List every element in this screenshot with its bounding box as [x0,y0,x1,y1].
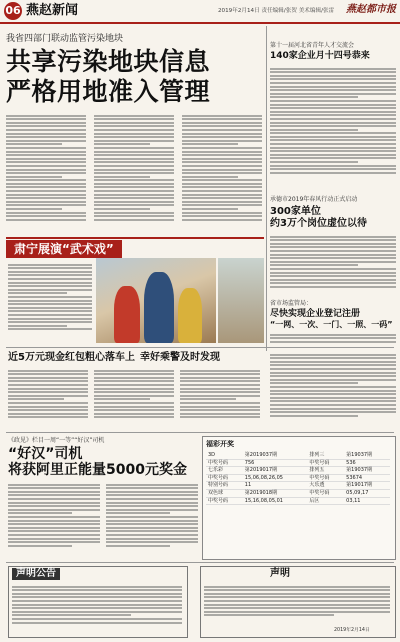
dateline: 2019年2月14日 责任编辑/张贺 美术编辑/张雷 [218,8,335,14]
lead-headline-line1: 共享污染地块信息 [6,47,211,76]
story3-subheadline: “一网、一次、一门、一照、一码” [270,320,393,329]
driver-story-subheadline: 将获阿里正能量5000元奖金 [8,462,187,478]
section-divider [6,347,394,348]
lottery-cell: 大乐透 [307,482,344,490]
notice-left-text [12,584,182,625]
lottery-cell: 中奖号码 [307,489,344,497]
lottery-cell: 后区 [307,497,344,505]
story2-body-text [270,234,396,290]
lottery-cell: 排列三 [307,452,344,459]
text-column [106,482,198,548]
section-divider [6,432,394,433]
lottery-cell: 第19037期 [344,467,390,475]
performer-figure [114,286,140,343]
lottery-cell: 03,11 [344,497,390,505]
lottery-cell: 中奖号码 [307,459,344,467]
lottery-cell: 第19017期 [344,482,390,490]
text-column [6,113,86,222]
lottery-cell: 第2019037期 [243,452,308,459]
mid-right-body-text [270,352,396,418]
photo-side-image [218,258,264,343]
driver-story-headline: “好汉”司机 [8,446,83,462]
lottery-cell: 第2019017期 [243,467,308,475]
column-divider [266,26,267,351]
story3-kicker: 省市场监管局： [270,300,313,307]
lottery-cell: 15,06,08,26,05 [243,474,308,482]
text-column [182,113,262,222]
lottery-cell: 第19037期 [344,452,390,459]
story1-body-text [270,66,396,175]
lottery-cell: 756 [243,459,308,467]
lottery-results-table [206,452,390,505]
lottery-cell: 11 [243,482,308,490]
lottery-row [206,474,390,482]
newspaper-brand: 燕赵都市报 [346,4,396,15]
lottery-cell: 第2019018期 [243,489,308,497]
text-column [8,482,100,548]
mid-story-body-text [8,368,258,428]
lottery-cell: 七乐彩 [206,467,243,475]
lottery-cell: 特别号码 [206,482,243,490]
lead-headline-line2: 严格用地准入管理 [6,77,211,106]
lottery-row [206,489,390,497]
story3-headline: 尽快实现企业登记注册 [270,309,361,319]
page-number-badge: 06 [4,2,22,20]
lottery-cell: 53674 [344,474,390,482]
lottery-cell: 3D [206,452,243,459]
lottery-row [206,452,390,459]
story2-kicker: 承德市2019年春风行动正式启动 [270,196,358,203]
lottery-cell: 中奖号码 [307,474,344,482]
notice-left-title: 声明公告 [12,568,60,580]
lottery-cell: 排列五 [307,467,344,475]
story2-headline: 300家单位 [270,206,321,217]
section-title: 燕赵新闻 [26,3,79,18]
section-divider [6,562,394,563]
performer-figure [178,288,202,343]
lottery-cell: 05,09,17 [344,489,390,497]
lottery-title: 福彩开奖 [206,440,234,448]
notice-right-date: 2019年2月14日 [334,628,370,633]
performer-figure [144,272,174,343]
photo-opera-performers [96,258,216,343]
photo-caption-text [8,262,92,332]
lottery-cell: 536 [344,459,390,467]
text-column [94,368,174,420]
lead-body-text [6,113,264,228]
text-column [94,113,174,222]
mid-story-headline-2: 幸好乘警及时发现 [140,352,220,363]
lottery-row [206,482,390,490]
story1-kicker: 第十一届河北省青年人才交流会 [270,42,355,49]
lottery-cell: 中奖号码 [206,497,243,505]
notice-right-text [204,584,390,618]
text-column [8,368,88,420]
lottery-row [206,497,390,505]
story1-headline: 140家企业月十四号恭来 [270,51,370,61]
photo-feature-title: 肃宁展演“武术戏” [6,240,122,258]
notice-right-title: 声明 [270,568,290,579]
lottery-row [206,467,390,475]
lead-kicker: 我省四部门联动监管污染地块 [6,34,124,44]
lottery-cell: 15,16,08,05,01 [243,497,308,505]
lottery-row [206,459,390,467]
lottery-cell: 中奖号码 [206,459,243,467]
lottery-cell: 中奖号码 [206,474,243,482]
story2-subheadline: 约3万个岗位虚位以待 [270,218,367,229]
driver-story-kicker: 《政见》栏目一周“一等”“好汉”司机 [8,437,105,444]
lottery-cell: 双色球 [206,489,243,497]
mid-story-headline: 近5万元现金红包粗心落车上 [8,352,135,363]
text-column [180,368,260,420]
story3-body-text [270,332,396,344]
